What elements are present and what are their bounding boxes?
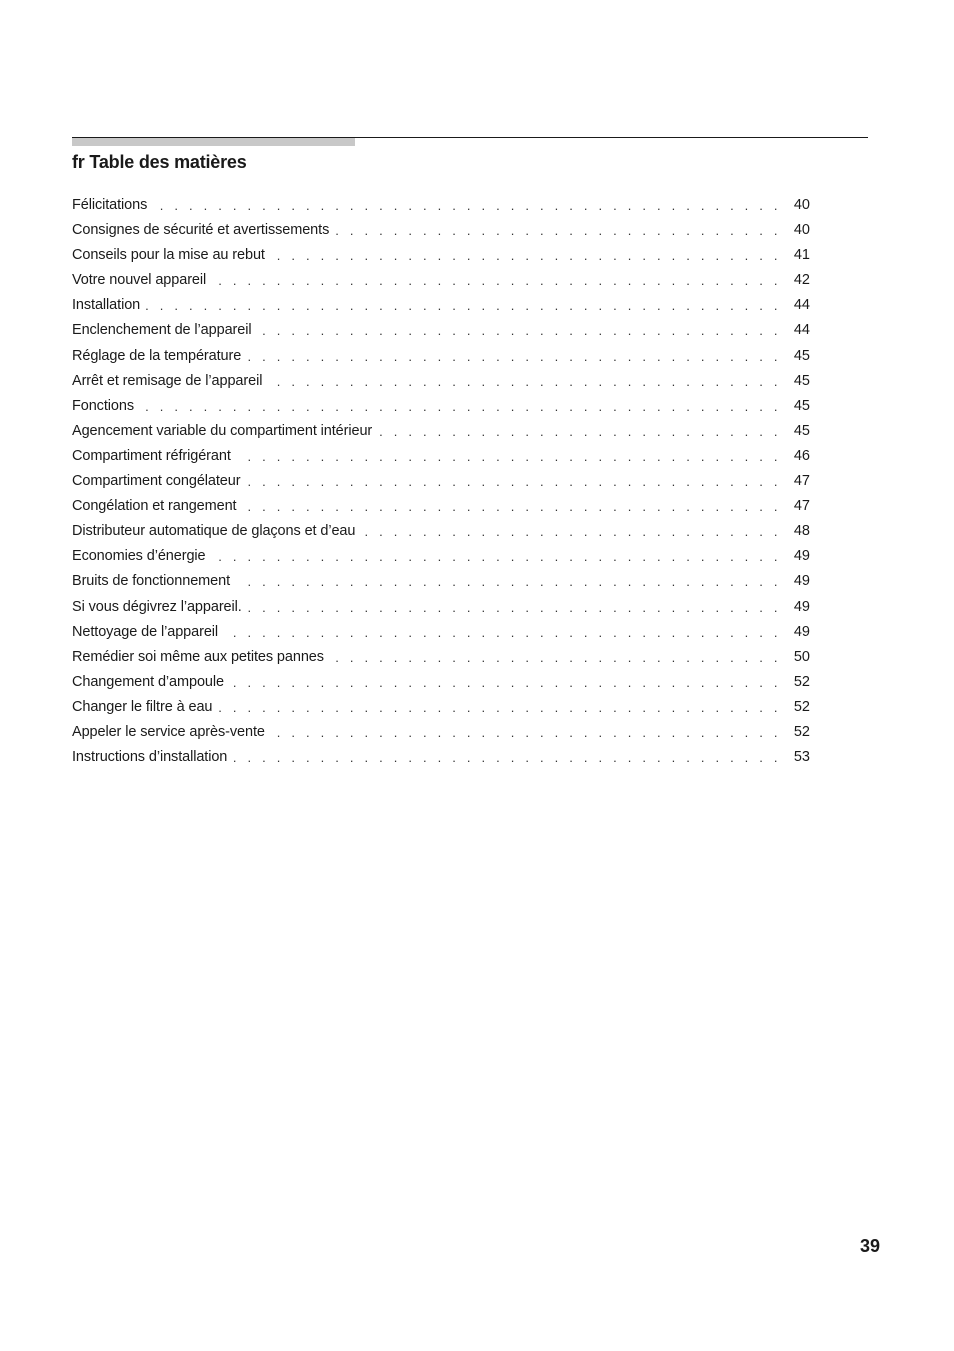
toc-entry-page: 52 bbox=[784, 695, 810, 720]
toc-entry[interactable] bbox=[72, 569, 810, 594]
toc-entry-label: Agencement variable du compartiment intérieur bbox=[72, 423, 378, 439]
toc-entry-label: Changement d’ampoule bbox=[72, 674, 230, 690]
toc-entry-page: 40 bbox=[784, 218, 810, 243]
toc-entry-page: 45 bbox=[784, 419, 810, 444]
toc-entry[interactable] bbox=[72, 344, 810, 369]
toc-entry[interactable] bbox=[72, 419, 810, 444]
dot-leader bbox=[72, 193, 778, 218]
dot-leader bbox=[72, 293, 778, 318]
toc-entry-label: Installation bbox=[72, 297, 146, 313]
toc-entry-page: 52 bbox=[784, 670, 810, 695]
page-title: fr Table des matières bbox=[72, 152, 247, 172]
toc-entry-label: Fonctions bbox=[72, 398, 140, 414]
dot-leader bbox=[72, 394, 778, 419]
toc-entry-page: 45 bbox=[784, 344, 810, 369]
toc-entry-page: 52 bbox=[784, 720, 810, 745]
toc-entry[interactable] bbox=[72, 695, 810, 720]
toc-entry-label: Economies d’énergie bbox=[72, 548, 212, 564]
table-of-contents bbox=[72, 193, 810, 770]
toc-entry-label: Félicitations bbox=[72, 197, 153, 213]
toc-entry-page: 44 bbox=[784, 293, 810, 318]
toc-entry[interactable] bbox=[72, 193, 810, 218]
toc-entry-page: 49 bbox=[784, 569, 810, 594]
toc-entry-page: 45 bbox=[784, 394, 810, 419]
toc-entry-page: 46 bbox=[784, 444, 810, 469]
toc-entry-page: 49 bbox=[784, 620, 810, 645]
toc-entry-label: Bruits de fonctionnement bbox=[72, 573, 236, 589]
toc-entry[interactable] bbox=[72, 519, 810, 544]
toc-entry-page: 53 bbox=[784, 745, 810, 770]
toc-entry-label: Nettoyage de l’appareil bbox=[72, 624, 224, 640]
toc-entry[interactable] bbox=[72, 745, 810, 770]
toc-entry-page: 47 bbox=[784, 494, 810, 519]
toc-entry-page: 47 bbox=[784, 469, 810, 494]
toc-entry-page: 42 bbox=[784, 268, 810, 293]
toc-entry-label: Conseils pour la mise au rebut bbox=[72, 247, 271, 263]
page-number: 39 bbox=[859, 1236, 880, 1256]
toc-entry-page: 41 bbox=[784, 243, 810, 268]
toc-entry-label: Appeler le service après-vente bbox=[72, 724, 271, 740]
toc-entry[interactable] bbox=[72, 494, 810, 519]
toc-entry-page: 48 bbox=[784, 519, 810, 544]
toc-entry-label: Distributeur automatique de glaçons et d’eau bbox=[72, 523, 361, 539]
toc-entry[interactable] bbox=[72, 318, 810, 343]
toc-entry[interactable] bbox=[72, 469, 810, 494]
toc-entry-page: 49 bbox=[784, 544, 810, 569]
toc-entry-label: Arrêt et remisage de l’appareil bbox=[72, 373, 268, 389]
toc-entry[interactable] bbox=[72, 620, 810, 645]
toc-entry-page: 49 bbox=[784, 595, 810, 620]
toc-entry[interactable] bbox=[72, 444, 810, 469]
toc-entry-label: Compartiment réfrigérant bbox=[72, 448, 237, 464]
toc-entry[interactable] bbox=[72, 670, 810, 695]
toc-entry-label: Changer le filtre à eau bbox=[72, 699, 218, 715]
toc-entry-label: Votre nouvel appareil bbox=[72, 272, 212, 288]
toc-entry-label: Remédier soi même aux petites pannes bbox=[72, 649, 330, 665]
toc-entry-page: 50 bbox=[784, 645, 810, 670]
toc-entry-page: 40 bbox=[784, 193, 810, 218]
toc-entry-page: 45 bbox=[784, 369, 810, 394]
toc-entry[interactable] bbox=[72, 293, 810, 318]
toc-entry[interactable] bbox=[72, 645, 810, 670]
toc-entry-label: Consignes de sécurité et avertissements bbox=[72, 222, 335, 238]
toc-entry-label: Si vous dégivrez l’appareil. bbox=[72, 599, 248, 615]
toc-entry[interactable] bbox=[72, 720, 810, 745]
toc-entry-label: Congélation et rangement bbox=[72, 498, 242, 514]
toc-entry-label: Instructions d’installation bbox=[72, 749, 233, 765]
toc-entry[interactable] bbox=[72, 218, 810, 243]
toc-entry-label: Compartiment congélateur bbox=[72, 473, 246, 489]
toc-entry[interactable] bbox=[72, 394, 810, 419]
toc-entry-label: Enclenchement de l’appareil bbox=[72, 322, 257, 338]
toc-entry-page: 44 bbox=[784, 318, 810, 343]
toc-entry[interactable] bbox=[72, 268, 810, 293]
toc-entry[interactable] bbox=[72, 243, 810, 268]
header-accent-bar bbox=[72, 138, 355, 146]
toc-entry[interactable] bbox=[72, 369, 810, 394]
toc-entry[interactable] bbox=[72, 544, 810, 569]
toc-entry[interactable] bbox=[72, 595, 810, 620]
toc-entry-label: Réglage de la température bbox=[72, 348, 247, 364]
